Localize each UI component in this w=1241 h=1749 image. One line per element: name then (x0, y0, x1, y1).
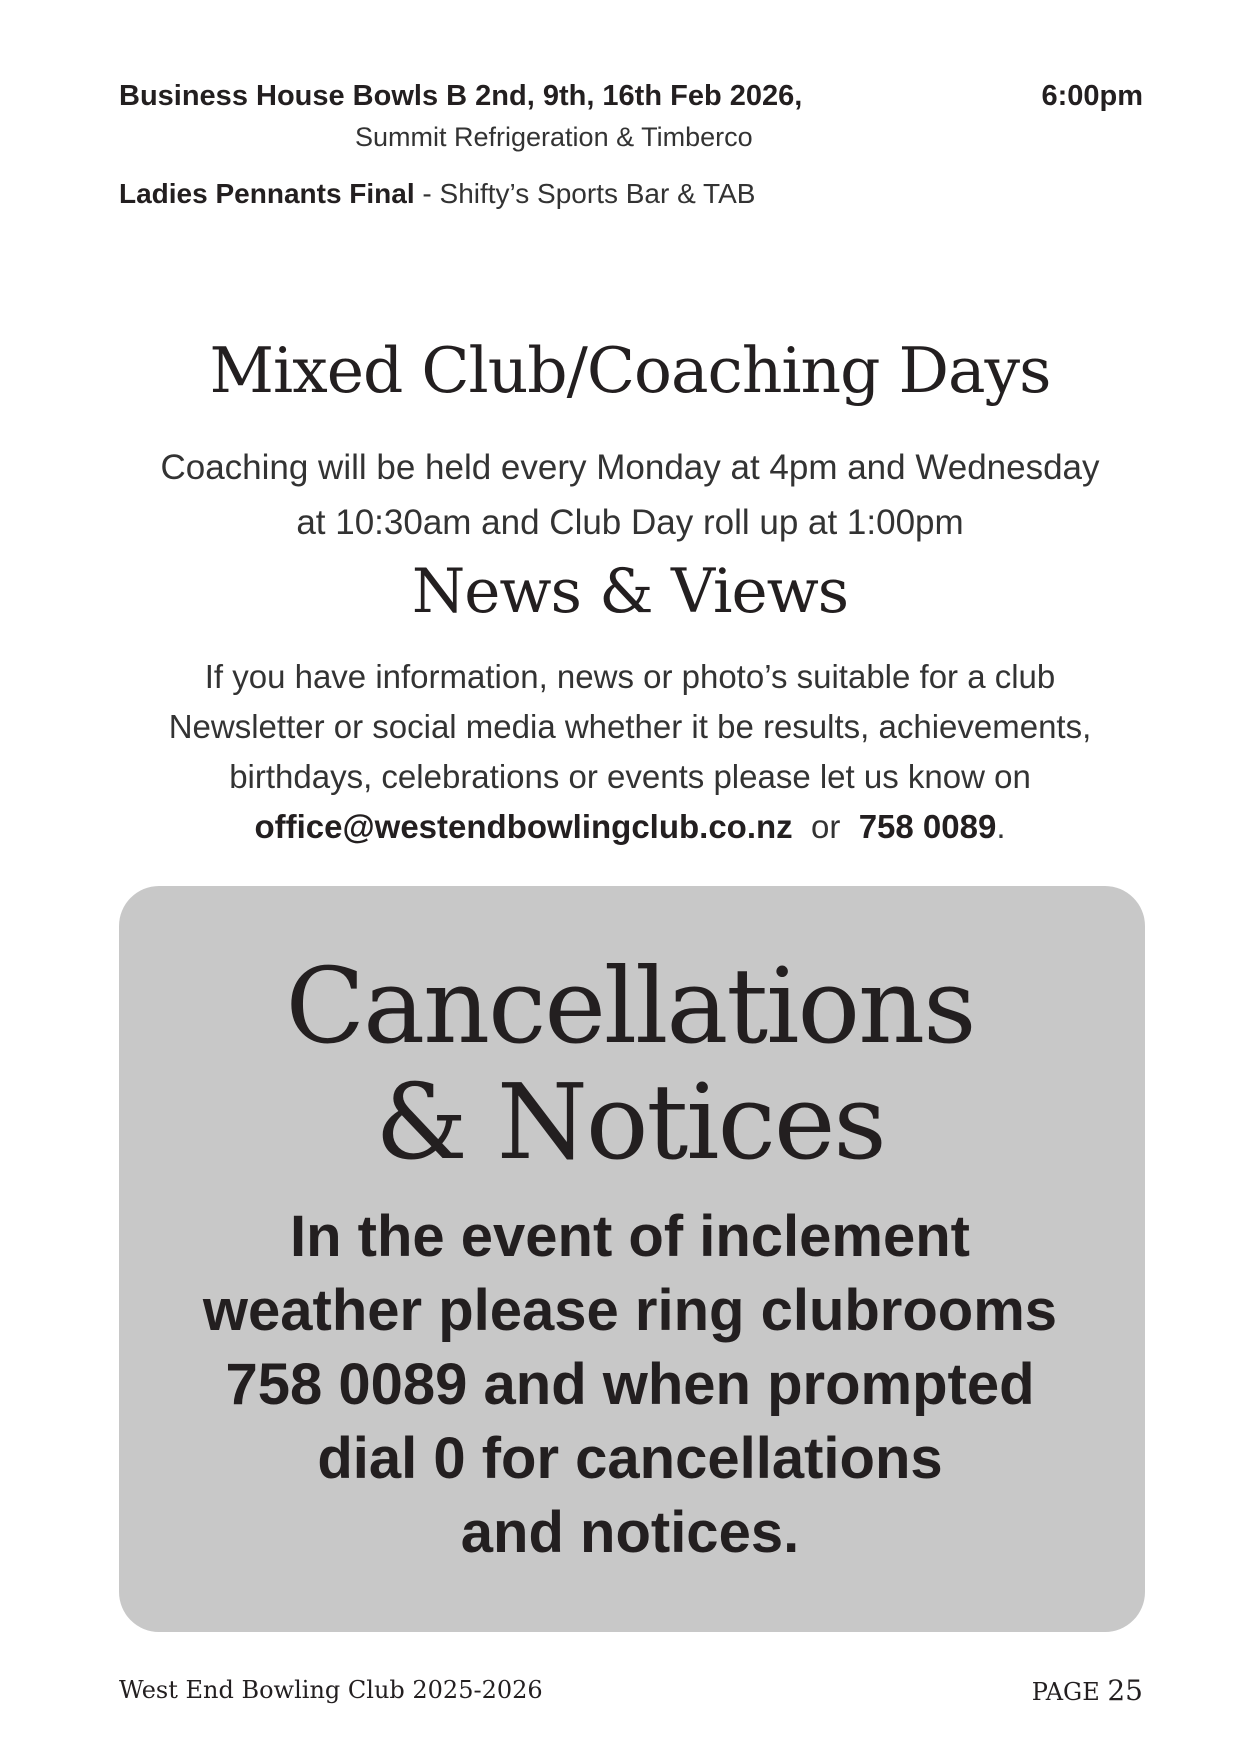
event-business-house-bowls: Business House Bowls B 2nd, 9th, 16th Feb 2026, (119, 80, 803, 112)
event-ladies-pennants-sponsor: Shifty’s Sports Bar & TAB (439, 178, 756, 209)
event-business-house-bowls-sponsor: Summit Refrigeration & Timberco (355, 122, 753, 152)
cancellations-line: In the event of inclement (290, 1204, 970, 1269)
office-phone: 758 0089 (858, 808, 997, 845)
cancellations-text (140, 1200, 1120, 1570)
office-email-link[interactable]: office@westendbowlingclub.co.nz (254, 808, 793, 845)
event-separator: - (414, 178, 440, 209)
footer-page-number (1032, 1674, 1143, 1707)
page-number: 25 (1107, 1674, 1143, 1707)
cancellations-title-line: & Notices (375, 1061, 885, 1183)
news-heading: News & Views (411, 556, 849, 627)
contact-or: or (811, 808, 841, 845)
news-text (110, 652, 1150, 852)
cancellations-line: 758 0089 and when prompted (225, 1352, 1035, 1417)
news-line: Newsletter or social media whether it be results, achievements, (168, 708, 1092, 745)
event-business-house-bowls-time: 6:00pm (1041, 80, 1143, 112)
coaching-heading: Mixed Club/Coaching Days (209, 334, 1051, 407)
cancellations-line: weather please ring clubrooms (202, 1278, 1058, 1343)
coaching-line: at 10:30am and Club Day roll up at 1:00pm (296, 503, 964, 542)
cancellations-title (0, 945, 1241, 1183)
coaching-line: Coaching will be held every Monday at 4pm and Wednesday (160, 448, 1100, 487)
news-line: birthdays, celebrations or events please let us know on (229, 758, 1031, 795)
page-label: PAGE (1031, 1678, 1100, 1706)
event-ladies-pennants-final (119, 178, 755, 210)
cancellations-line: and notices. (460, 1500, 800, 1565)
contact-period: . (996, 808, 1006, 845)
news-contact-line (110, 802, 1150, 852)
cancellations-line: dial 0 for cancellations (317, 1426, 943, 1491)
cancellations-title-line: Cancellations (285, 945, 975, 1067)
event-ladies-pennants-title: Ladies Pennants Final (119, 178, 415, 209)
footer-club-name: West End Bowling Club 2025-2026 (119, 1676, 543, 1704)
coaching-text (100, 440, 1160, 550)
news-line: If you have information, news or photo’s suitable for a club (204, 658, 1056, 695)
